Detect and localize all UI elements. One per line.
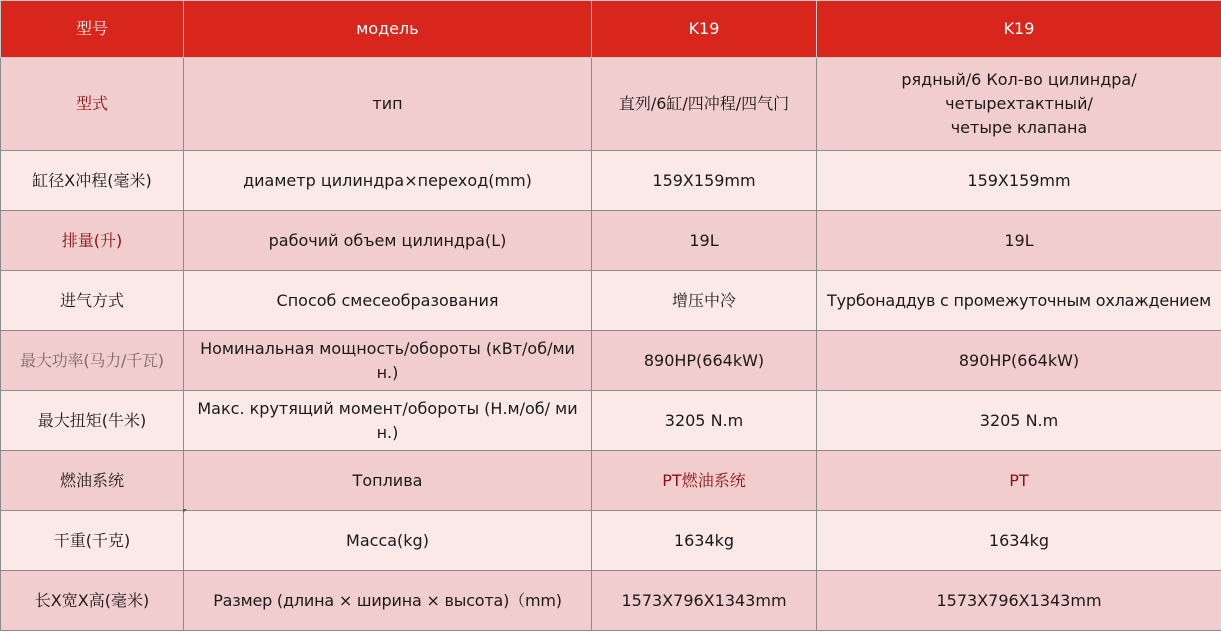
row-label-zh: 最大扭矩(牛米) — [1, 391, 184, 451]
row-label-zh: 燃油系统 — [1, 451, 184, 511]
row-label-ru: Масса(kg) — [184, 511, 592, 571]
table-row — [1, 331, 1221, 391]
row-value-k19-b: 19L — [817, 211, 1221, 271]
row-label-zh: 进气方式 — [1, 271, 184, 331]
row-label-ru: тип — [184, 58, 592, 151]
row-value-k19-a: 890HP(664kW) — [592, 331, 817, 391]
row-label-zh: 缸径X冲程(毫米) — [1, 151, 184, 211]
row-value-k19-b — [817, 58, 1221, 151]
table-row — [1, 511, 1221, 571]
cell-line: Макс. крутящий момент/обороты (Н.м/об/ ми — [197, 398, 578, 418]
cell-line: четыре клапана — [950, 118, 1088, 137]
row-label-ru: рабочий объем цилиндра(L) — [184, 211, 592, 271]
header-cell-k19-b: K19 — [817, 1, 1221, 58]
row-label-ru: Способ смесеобразования — [184, 271, 592, 331]
cell-line: н.) — [376, 362, 399, 382]
cell-line: четырехтактный/ — [945, 94, 1093, 113]
row-value-k19-a: 159X159mm — [592, 151, 817, 211]
row-value-k19-b: 159X159mm — [817, 151, 1221, 211]
row-label-zh: 排量(升) — [1, 211, 184, 271]
row-value-k19-a: 增压中冷 — [592, 271, 817, 331]
row-value-k19-a: PT燃油系统 — [592, 451, 817, 511]
row-label-ru — [184, 391, 592, 451]
table-row — [1, 391, 1221, 451]
table-row — [1, 451, 1221, 511]
table-row — [1, 151, 1221, 211]
row-value-k19-a: 直列/6缸/四冲程/四气门 — [592, 58, 817, 151]
header-row — [1, 1, 1221, 58]
row-value-k19-b: 1634kg — [817, 511, 1221, 571]
row-value-k19-b: Турбонаддув с промежуточным охлаждением — [817, 271, 1221, 331]
row-value-k19-b: 890HP(664kW) — [817, 331, 1221, 391]
row-label-zh: 长X宽X高(毫米) — [1, 571, 184, 631]
row-label-zh: 最大功率(马力/千瓦) — [1, 331, 184, 391]
row-value-k19-b: PT — [817, 451, 1221, 511]
row-label-ru — [184, 331, 592, 391]
table-row — [1, 571, 1221, 631]
row-value-k19-b: 3205 N.m — [817, 391, 1221, 451]
cell-line: рядный/6 Кол-во цилиндра/ — [901, 70, 1137, 89]
row-value-k19-a: 3205 N.m — [592, 391, 817, 451]
row-label-ru: Топлива — [184, 451, 592, 511]
row-value-k19-a: 19L — [592, 211, 817, 271]
cell-line: Номинальная мощность/обороты (кВт/об/ми — [200, 338, 575, 358]
cell-marker-icon — [183, 509, 187, 513]
row-value-k19-b: 1573X796X1343mm — [817, 571, 1221, 631]
row-label-ru: диаметр цилиндра×переход(mm) — [184, 151, 592, 211]
header-cell-model-zh: 型号 — [1, 1, 184, 58]
row-label-ru: Размер (длина × ширина × высота)（mm) — [184, 571, 592, 631]
header-cell-k19-a: K19 — [592, 1, 817, 58]
cell-line: н.) — [376, 422, 399, 442]
row-value-k19-a: 1573X796X1343mm — [592, 571, 817, 631]
row-value-k19-a: 1634kg — [592, 511, 817, 571]
table-row — [1, 58, 1221, 151]
table-row — [1, 271, 1221, 331]
header-cell-model-ru: модель — [184, 1, 592, 58]
row-label-zh: 型式 — [1, 58, 184, 151]
table-row — [1, 211, 1221, 271]
row-label-zh: 干重(千克) — [1, 511, 184, 571]
